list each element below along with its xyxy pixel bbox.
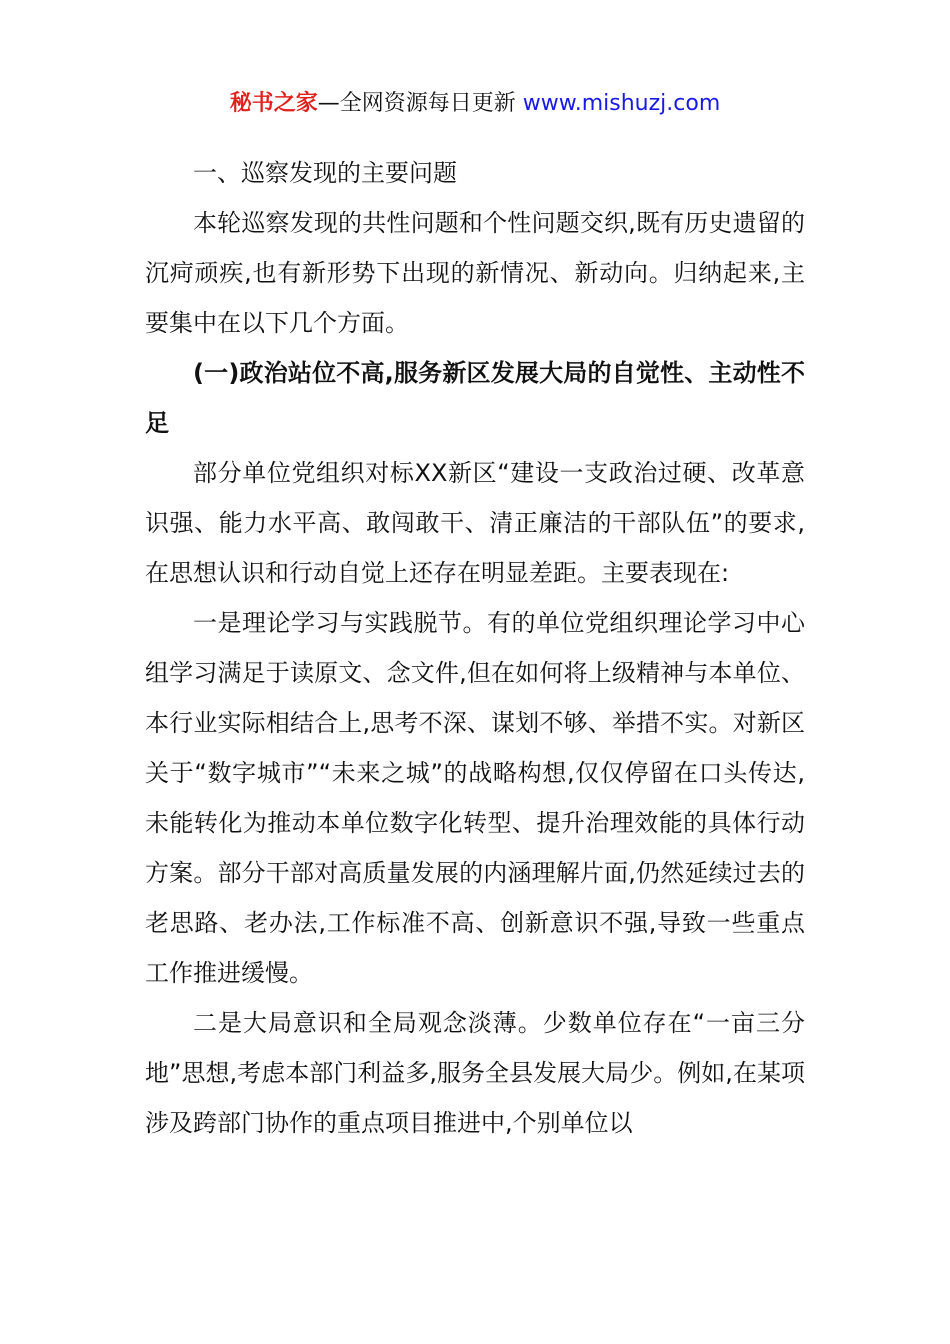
body-paragraph: 部分单位党组织对标XX新区“建设一支政治过硬、改革意识强、能力水平高、敢闯敢干、清正廉洁的干部队伍”的要求,在思想认识和行动自觉上还存在明显差距。主要表现在:: [145, 459, 805, 587]
brand-name: 秘书之家: [229, 91, 318, 116]
header-slogan: —全网资源每日更新: [317, 91, 516, 116]
body-paragraph: 二是大局意识和全局观念淡薄。少数单位存在“一亩三分地”思想,考虑本部门利益多,服务全县发展大局少。例如,在某项涉及跨部门协作的重点项目推进中,个别单位以: [145, 1009, 805, 1137]
site-url-link[interactable]: www.mishuzj.com: [522, 91, 721, 116]
site-header: [0, 86, 950, 122]
document-body: [145, 148, 805, 1148]
section-heading: 一、巡察发现的主要问题: [193, 159, 457, 187]
intro-paragraph: 本轮巡察发现的共性问题和个性问题交织,既有历史遗留的沉疴顽疾,也有新形势下出现的新情况、新动向。归纳起来,主要集中在以下几个方面。: [145, 209, 805, 337]
subsection-heading: (一)政治站位不高,服务新区发展大局的自觉性、主动性不足: [145, 359, 805, 437]
body-paragraph: 一是理论学习与实践脱节。有的单位党组织理论学习中心组学习满足于读原文、念文件,但在如何将上级精神与本单位、本行业实际相结合上,思考不深、谋划不够、举措不实。对新区关于“数字城市”“未来之城”的战略构想,仅仅停留在口头传达,未能转化为推动本单位数字化转型、提升治理效能的具体行动方案。部分干部对高质量发展的内涵理解片面,仍然延续过去的老思路、老办法,工作标准不高、创新意识不强,导致一些重点工作推进缓慢。: [145, 609, 805, 987]
